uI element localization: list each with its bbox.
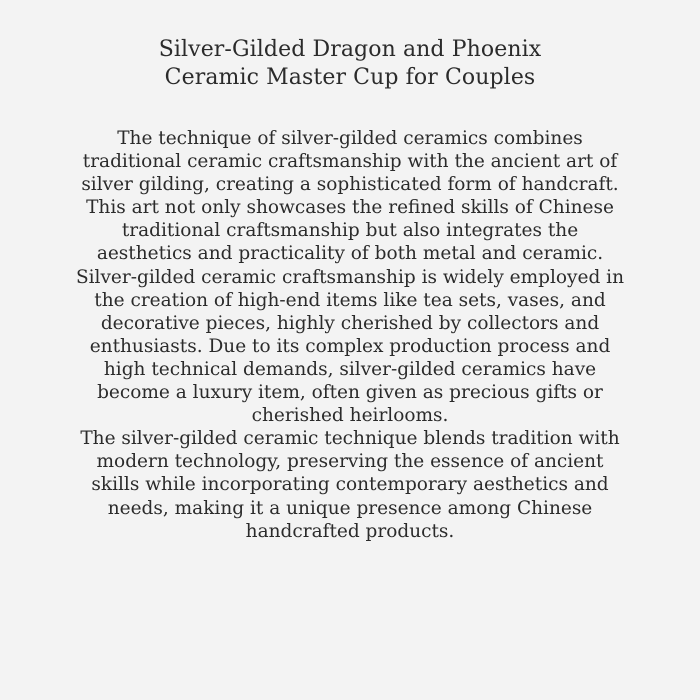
body-line: This art not only showcases the refined skills of Chinese <box>86 197 614 219</box>
body-line: enthusiasts. Due to its complex production process and <box>89 335 611 357</box>
body-line: The silver-gilded ceramic technique blends tradition with <box>80 428 620 450</box>
body-line: cherished heirlooms. <box>251 405 449 427</box>
body-line: handcrafted products. <box>245 520 455 542</box>
body-line: become a luxury item, often given as precious gifts or <box>97 382 603 404</box>
body-line: traditional ceramic craftsmanship with the ancient art of <box>82 151 618 173</box>
body-line: the creation of high-end items like tea sets, vases, and <box>94 289 606 311</box>
title-line: Ceramic Master Cup for Couples <box>164 65 536 90</box>
body-line: skills while incorporating contemporary aesthetics and <box>91 474 609 496</box>
body-line: aesthetics and practicality of both metal and ceramic. <box>96 243 604 265</box>
body-line: modern technology, preserving the essence of ancient <box>96 451 604 473</box>
body-line: traditional craftsmanship but also integrates the <box>121 220 579 242</box>
body-line: Silver-gilded ceramic craftsmanship is widely employed in <box>75 266 625 288</box>
page-title <box>30 36 670 92</box>
title-line: Silver-Gilded Dragon and Phoenix <box>158 37 542 62</box>
body-line: silver gilding, creating a sophisticated form of handcraft. <box>81 174 619 196</box>
body-line: The technique of silver-gilded ceramics combines <box>117 128 583 149</box>
description-body <box>30 127 670 543</box>
body-line: decorative pieces, highly cherished by collectors and <box>100 312 600 334</box>
body-line: needs, making it a unique presence among Chinese <box>107 497 593 519</box>
body-line: high technical demands, silver-gilded ceramics have <box>103 358 597 380</box>
